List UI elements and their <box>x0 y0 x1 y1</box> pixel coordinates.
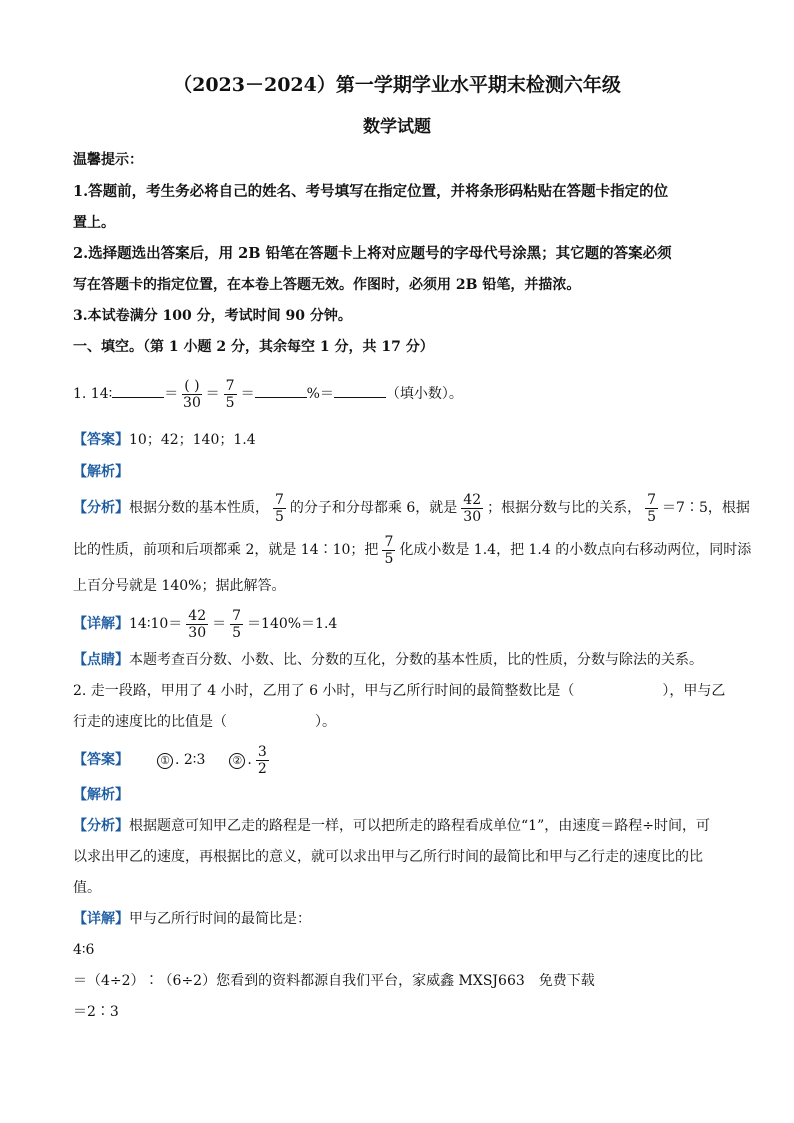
notice-item-2a: 2.选择题选出答案后，用 2B 铅笔在答题卡上将对应题号的字母代号涂黑；其它题的答案必须 <box>73 245 672 262</box>
text: ＝140%＝1.4 <box>247 616 338 632</box>
q1-fraction-blank <box>182 378 201 411</box>
q1-answer <box>73 430 256 450</box>
fraction-7-5 <box>230 608 243 641</box>
text: ＝ <box>212 616 227 632</box>
q1-fenxi-2 <box>73 530 751 570</box>
xiangjie-tag: 【详解】 <box>73 911 129 927</box>
frac-den: 5 <box>225 394 235 411</box>
text: ＝7∶5，根据 <box>662 500 750 516</box>
text: 14∶10＝ <box>129 616 183 632</box>
frac-num: 42 <box>463 491 482 508</box>
frac-den: 5 <box>647 508 657 525</box>
notice-item-3: 3.本试卷满分 100 分，考试时间 90 分钟。 <box>73 308 352 324</box>
text: . 2∶3 <box>175 752 206 768</box>
answer-tag: 【答案】 <box>73 752 129 768</box>
fraction-3-2 <box>256 744 269 777</box>
notice-item-2b: 写在答题卡的指定位置，在本卷上答题无效。作图时，必须用 2B 铅笔，并描浓。 <box>73 277 581 293</box>
q2-calc-2: ＝（4÷2）∶（6÷2）您看到的资料都源自我们平台，家威鑫 MXSJ663 免费下载 <box>73 973 595 989</box>
frac-num: 42 <box>188 607 207 624</box>
dianjing-tag: 【点睛】 <box>73 652 129 668</box>
text: 2. 走一段路，甲用了 4 小时，乙用了 6 小时，甲与乙所行时间的最简整数比是（ <box>73 683 575 699</box>
q2-fenxi-1 <box>73 816 710 836</box>
frac-num: 7 <box>384 533 394 550</box>
q1-suffix: （填小数）。 <box>385 386 463 402</box>
analysis-tag: 【解析】 <box>73 464 129 480</box>
text: 根据题意可知甲乙走的路程是一样，可以把所走的路程看成单位“1”，由速度＝路程÷时间，可 <box>129 818 710 834</box>
xiangjie-tag: 【详解】 <box>73 616 129 632</box>
frac-den: 5 <box>232 624 242 641</box>
circled-1: ① <box>157 753 173 769</box>
answer-text: 10；42；140；1.4 <box>129 432 256 448</box>
text: 本题考查百分数、小数、比、分数的互化，分数的基本性质，比的性质，分数与除法的关系。 <box>129 652 703 668</box>
q1-prefix: 1. 14∶ <box>73 386 113 402</box>
fraction-7-5 <box>273 492 286 525</box>
q1-xiangjie <box>73 602 337 646</box>
frac-den: 30 <box>188 624 207 641</box>
q1-paren: ( ) <box>184 377 200 394</box>
frac-den: 5 <box>275 508 284 525</box>
text: ）。 <box>315 714 336 730</box>
frac-num: 7 <box>275 491 284 508</box>
question-1 <box>73 372 463 416</box>
q1-den-30: 30 <box>183 394 201 411</box>
q1-blank-3 <box>334 383 386 398</box>
frac-den: 2 <box>257 760 267 777</box>
frac-num: 3 <box>257 743 267 760</box>
text: ；根据分数与比的关系， <box>487 500 642 516</box>
exam-title: （2023－2024）第一学期学业水平期末检测六年级 <box>173 74 621 96</box>
text: . <box>247 752 252 768</box>
fraction-42-30 <box>461 492 483 525</box>
q2-fenxi-2: 以求出甲乙的速度，再根据比的意义，就可以求出甲与乙所行时间的最简比和甲与乙行走的速度比的比 <box>73 849 703 865</box>
section-title: 一、填空。（第 1 小题 2 分，其余每空 1 分，共 17 分） <box>73 339 434 355</box>
fenxi-tag: 【分析】 <box>73 500 129 516</box>
q1-dianjing <box>73 650 703 670</box>
fraction-7-5 <box>382 534 395 567</box>
text: 的分子和分母都乘 6，就是 <box>289 500 458 516</box>
question-2-line-1 <box>73 681 725 701</box>
q1-fenxi-1 <box>73 488 750 528</box>
notice-item-1a: 1.答题前，考生务必将自己的姓名、考号填写在指定位置，并将条形码粘贴在答题卡指定的位 <box>73 183 669 200</box>
fenxi-tag: 【分析】 <box>73 818 129 834</box>
answer-tag: 【答案】 <box>73 432 129 448</box>
text: 根据分数的基本性质， <box>129 500 269 516</box>
frac-num: 7 <box>232 607 242 624</box>
q2-calc-3: ＝2∶3 <box>73 1004 119 1020</box>
q1-eq: ＝ <box>205 386 220 402</box>
q1-pct: %＝ <box>306 386 334 402</box>
fraction-42-30 <box>186 608 208 641</box>
frac-num: 7 <box>647 491 657 508</box>
question-2-line-2 <box>73 712 336 732</box>
frac-num: 7 <box>225 377 235 394</box>
q1-eq: ＝ <box>164 386 179 402</box>
frac-den: 30 <box>463 508 482 525</box>
text: ），甲与乙 <box>662 683 726 699</box>
q1-fenxi-3: 上百分号就是 140%；据此解答。 <box>73 578 286 594</box>
frac-den: 5 <box>384 550 394 567</box>
notice-item-1b: 置上。 <box>73 215 115 231</box>
q2-calc-1: 4∶6 <box>73 942 95 958</box>
text: 甲与乙所行时间的最简比是： <box>129 911 311 927</box>
q1-eq: ＝ <box>240 386 255 402</box>
q1-blank-2 <box>255 383 307 398</box>
exam-subtitle: 数学试题 <box>363 117 431 137</box>
text: 化成小数是 1.4，把 1.4 的小数点向右移动两位，同时添 <box>399 542 752 558</box>
q2-fenxi-3: 值。 <box>73 880 101 896</box>
q2-answer <box>73 738 273 782</box>
q2-xiangjie <box>73 909 311 929</box>
circled-2: ② <box>229 753 245 769</box>
q1-blank-1 <box>112 383 164 398</box>
q1-analysis-tag <box>73 462 129 482</box>
fraction-7-5 <box>645 492 658 525</box>
analysis-tag: 【解析】 <box>73 787 129 803</box>
notice-label: 温馨提示： <box>73 152 143 168</box>
q2-analysis-tag <box>73 785 129 805</box>
q1-fraction-7-5 <box>224 378 237 411</box>
text: 行走的速度比的比值是（ <box>73 714 227 730</box>
text: 比的性质，前项和后项都乘 2，就是 14∶10；把 <box>73 542 379 558</box>
